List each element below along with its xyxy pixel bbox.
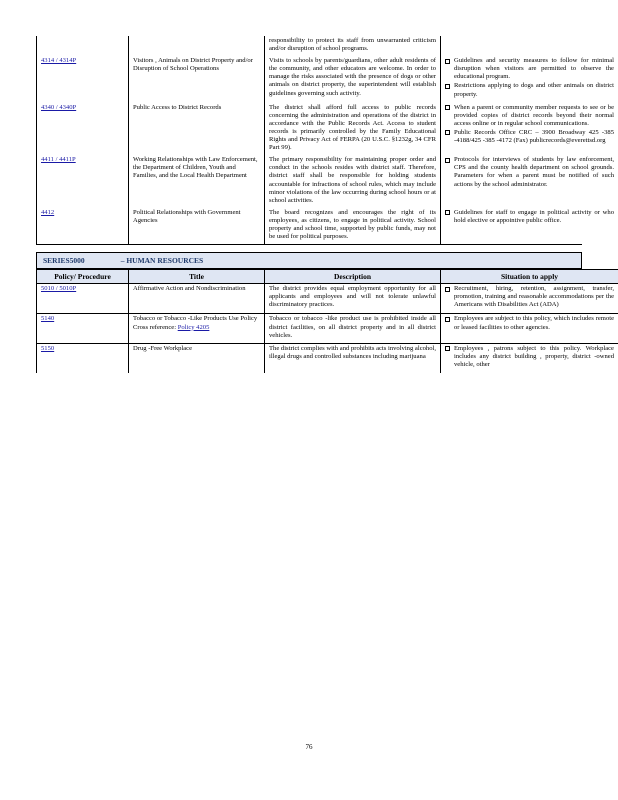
situation-text: Public Records Office CRC – 3900 Broadway 425 -385 -4188/425 -385 -4172 (Fax) publicrecords@everettsd.org [454, 128, 614, 145]
situation-cell [441, 284, 618, 314]
policy-description: Visits to schools by parents/guardians, other adult residents of the community, and other educators are welcome. In order to manage the risks associated with the presence of dogs or other animals on district property, the superintendent will establish guidelines governing such activity. [265, 56, 441, 102]
policy-code-cell [37, 314, 129, 343]
table-row [37, 56, 618, 102]
policy-title-text: Tobacco or Tobacco -Like Products Use Policy Cross reference: [133, 315, 258, 331]
checkbox-bullet-icon [445, 130, 450, 135]
situation-cell [441, 103, 618, 156]
table-row [37, 208, 618, 244]
checkbox-bullet-icon [445, 287, 450, 292]
table-row [37, 103, 618, 156]
table-row [37, 155, 618, 208]
table-row [37, 284, 618, 314]
policy-title-text: Visitors , Animals on District Property and/or Disruption of School Operations [133, 57, 253, 73]
situation-cell [441, 155, 618, 208]
table-header-row [37, 270, 618, 284]
policy-description: The district provides equal employment opportunity for all applicants and employees and will not tolerate unlawful discriminatory practices. [265, 284, 441, 314]
situation-item [445, 285, 614, 309]
policy-code-cell [37, 155, 129, 208]
policy-code-link[interactable]: 4340 / 4340P [41, 103, 77, 111]
policy-code-link[interactable]: 5140 [41, 315, 55, 323]
series-heading [36, 252, 582, 269]
header-title: Title [129, 270, 265, 284]
policy-title [129, 103, 265, 156]
policy-code-link[interactable]: 4412 [41, 208, 55, 216]
situation-item [445, 129, 614, 145]
situation-cell [441, 314, 618, 343]
policy-title [129, 343, 265, 373]
situation-text: When a parent or community member requests to see or be provided copies of district records beyond their normal access online or in regular school communications. [454, 103, 614, 127]
policy-description: Tobacco or tobacco -like product use is prohibited inside all district facilities, on all district property and in all district vehicles. [265, 314, 441, 343]
situation-text: Employees , patrons subject to this policy. Workplace includes any district building , property, district -owned vehicle, other [454, 344, 614, 368]
policy-title [129, 208, 265, 244]
situation-text: Guidelines for staff to engage in political activity or who hold elective or appointive public office. [454, 208, 614, 224]
checkbox-bullet-icon [445, 346, 450, 351]
situation-cell [441, 36, 618, 56]
policy-title-text: Affirmative Action and Nondiscrimination [133, 285, 246, 293]
series-number: SERIES5000 [43, 256, 85, 266]
checkbox-bullet-icon [445, 84, 450, 89]
document-page [36, 36, 614, 373]
section-gap [36, 244, 582, 252]
policy-description: The district complies with and prohibits acts involving alcohol, illegal drugs and controlled substances including marijuana [265, 343, 441, 373]
header-situation: Situation to apply [441, 270, 618, 284]
table-row [37, 36, 618, 56]
situation-cell [441, 208, 618, 244]
policy-code-cell [37, 103, 129, 156]
policy-title-text: Working Relationships with Law Enforcement, the Department of Children, Youth and Families, and the Local Health Department [133, 156, 258, 180]
policy-description: responsibility to protect its staff from unwarranted criticism and/or disruption of school programs. [265, 36, 441, 56]
table-row [37, 314, 618, 343]
policy-code-cell [37, 284, 129, 314]
policy-code-cell [37, 56, 129, 102]
checkbox-bullet-icon [445, 105, 450, 110]
policy-table-bottom [36, 269, 618, 373]
situation-cell [441, 56, 618, 102]
situation-item [445, 345, 614, 369]
policy-title [129, 284, 265, 314]
policy-title-text: Public Access to District Records [133, 103, 222, 111]
page-number: 76 [305, 743, 313, 751]
situation-text: Employees are subject to this policy, which includes remote or leased facilities to other agencies. [454, 315, 614, 331]
policy-title [129, 314, 265, 343]
policy-title [129, 155, 265, 208]
policy-code-link[interactable]: 4314 / 4314P [41, 57, 77, 65]
situation-item [445, 315, 614, 331]
cross-reference-link[interactable]: Policy 4205 [177, 323, 210, 331]
checkbox-bullet-icon [445, 210, 450, 215]
policy-code-link[interactable]: 5010 / 5010P [41, 285, 77, 293]
policy-title [129, 56, 265, 102]
situation-item [445, 57, 614, 81]
policy-code-link[interactable]: 5150 [41, 344, 55, 352]
policy-code-cell [37, 36, 129, 56]
policy-table-top [36, 36, 618, 244]
header-description: Description [265, 270, 441, 284]
series-name: – HUMAN RESOURCES [120, 256, 204, 266]
checkbox-bullet-icon [445, 158, 450, 163]
checkbox-bullet-icon [445, 59, 450, 64]
situation-item [445, 104, 614, 128]
checkbox-bullet-icon [445, 317, 450, 322]
policy-title-text: Drug -Free Workplace [133, 344, 193, 352]
policy-code-cell [37, 208, 129, 244]
policy-code-link[interactable]: 4411 / 4411P [41, 156, 76, 164]
policy-description: The board recognizes and encourages the right of its employees, as citizens, to engage in political activity. School property and school time, supported by public funds, may not be used for political purposes. [265, 208, 441, 244]
situation-item [445, 82, 614, 98]
policy-code-cell [37, 343, 129, 373]
situation-cell [441, 343, 618, 373]
policy-title [129, 36, 265, 56]
policy-title-text: Political Relationships with Government Agencies [133, 208, 241, 224]
header-policy: Policy/ Procedure [37, 270, 129, 284]
situation-text: Recruitment, hiring, retention, assignment, transfer, promotion, training and reasonable accommodations per the Americans with Disabilities Act (ADA) [454, 285, 614, 309]
table-row [37, 343, 618, 373]
policy-description: The district shall afford full access to public records concerning the administration and operations of the district in accordance with the Public Records Act. Access to student records is primarily controlled by the Family Educational Rights and Privacy Act of FERPA (20 U.S.C. §1232g, 34 CFR Part 99). [265, 103, 441, 156]
situation-item [445, 209, 614, 225]
policy-description: The primary responsibility for maintaining proper order and conduct in the schools resides with district staff. Therefore, district staff shall be responsible for holding students accountable for infractions of school rules, which may include minor violations of the law occurring during school hours or at school activities. [265, 155, 441, 208]
situation-text: Restrictions applying to dogs and other animals on district property. [454, 82, 614, 98]
situation-text: Guidelines and security measures to follow for minimal disruption when visitors are permitted to observe the educational program. [454, 57, 614, 81]
situation-item [445, 156, 614, 188]
situation-text: Protocols for interviews of students by law enforcement, CPS and the county health department on school grounds. Parameters for when a parent must be notified of such actions by the school administrator. [454, 156, 614, 188]
